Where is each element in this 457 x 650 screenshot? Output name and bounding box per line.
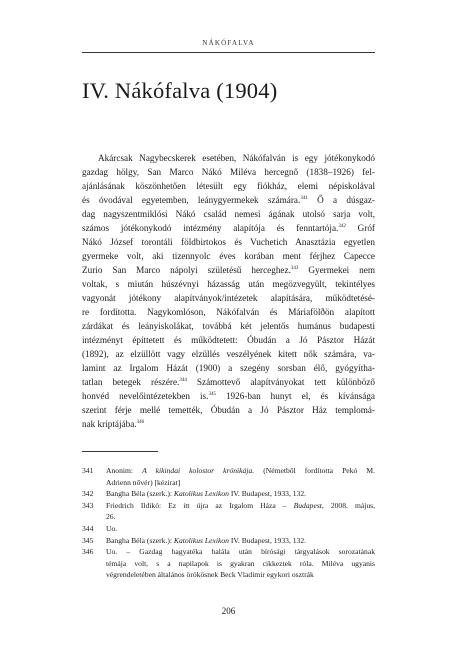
footnote-text: Bangha Béla (szerk.): (106, 489, 174, 499)
footnote-text: Anonim: (106, 466, 143, 475)
footnotes (82, 465, 375, 581)
chapter-title: IV. Nákófalva (1904) (82, 78, 278, 103)
body-line (82, 193, 375, 207)
body-line (82, 403, 375, 417)
body-line-text: gyermeke volt, aki tizennyolc éves korában ment férjhez Capecce (82, 251, 375, 261)
footnote-ref[interactable]: 345 (208, 391, 216, 397)
footnote-title: Katolikus Lexikon (173, 489, 229, 499)
footnote-ref[interactable]: 346 (136, 419, 145, 425)
body-line-text: re fordította. Nagykomlóson, Nákófalván és Máriafölðön alapított (82, 307, 375, 317)
body-line-text: honvéd nevelőintézetekben is. (82, 391, 209, 401)
footnote-text: IV. Budapest, 1933, 132. (228, 489, 307, 499)
body-line-text: Gróf (345, 223, 375, 233)
footnote-line (106, 558, 375, 570)
footnote-text: Friedrich Ildikó: Ez itt újra az Irgalom Háza – (106, 500, 294, 510)
footnote-line (106, 511, 375, 523)
footnote-number: 344 (82, 523, 94, 533)
body-line-text: gazdag hölgy, San Marco Nákó Miléva hercegnő (1838–1926) fel- (82, 167, 375, 177)
footnote-number: 341 (82, 466, 94, 475)
body-line-text: intézményt építtetett és működtetett: Óbudán a Jó Pásztor Házát (82, 335, 375, 345)
footnote-line (106, 535, 375, 547)
body-line (82, 347, 375, 361)
footnote-text: (Németből fordította Pekó M. (254, 466, 375, 475)
footnote-text: Uo. – Gazdag hagyatéka halála után bírósági tárgyalások sorozatának (106, 547, 375, 557)
body-line (82, 417, 375, 431)
body-line (82, 207, 375, 221)
body-line-text: számos jótékonykodó intézmény alapítója és fenntartója. (82, 223, 339, 233)
body-line-text: 1926-ban hunyt el, és kívánsága (215, 391, 375, 401)
running-head: NÁKÓFALVA (202, 39, 255, 47)
footnote-title: A kikindai kolostor krónikája. (142, 466, 255, 475)
body-text (82, 151, 375, 431)
footnote (82, 465, 375, 488)
footnote-text: 26. (106, 512, 116, 522)
body-line-text: tatlan betegek részére. (82, 377, 180, 387)
body-line-text: ajánlásának köszönhetően létesült egy fiókház, elemi népiskolával (82, 181, 375, 191)
body-line-text: dag nagyszentmiklósi Nákó család nemesi ágának utolsó sarja volt, (82, 209, 375, 219)
footnote-number: 343 (82, 500, 94, 510)
footnote-ref[interactable]: 344 (179, 377, 187, 383)
body-line (82, 235, 375, 249)
footnote-title: Katolikus Lexikon (173, 535, 229, 545)
body-line-text: szerint férje mellé temették, Óbudán a Jó Pásztor Ház templomá- (82, 405, 375, 415)
footnote-rule (82, 451, 158, 452)
footnote-text: végrendeletében általános örökösnek Beck Vladimir egykori osztrák (106, 570, 314, 580)
footnote-text: témája volt, s a napilapok is gyakran cikkeztek róla. Miléva ugyanis (106, 558, 375, 568)
footnote-number: 346 (82, 547, 94, 557)
body-line-text: vagyonát jótékony alapítványok/intézetek alapítására, működtetésé- (82, 293, 375, 303)
body-line (82, 165, 375, 179)
footnote-line (106, 477, 375, 489)
body-line-text: Nákó József torontáli földbirtokos és Vuchetich Anasztázia egyetlen (82, 237, 375, 247)
body-line (82, 389, 375, 403)
footnote-text: Bangha Béla (szerk.): (106, 535, 174, 545)
footnote-title: Budapest (293, 500, 322, 510)
footnote-ref[interactable]: 341 (300, 195, 308, 201)
body-line-text: voltak, s miután húszévnyi házasság után megözvegyült, tekintélyes (82, 279, 375, 289)
body-line (82, 375, 375, 389)
body-line (82, 291, 375, 305)
footnote-ref[interactable]: 343 (290, 265, 299, 271)
body-line (82, 277, 375, 291)
body-line-text: Gyermekei nem (298, 265, 376, 275)
body-line-text: Akárcsak Nagybecskerek esetében, Nákófalván is egy jótékonykodó (98, 153, 375, 163)
footnote-number: 342 (82, 489, 94, 499)
body-line (82, 249, 375, 263)
footnote-text: Uo. (106, 523, 118, 533)
footnote-text: , 2008. május, (321, 500, 375, 510)
body-line (82, 319, 375, 333)
body-line-text: zárdákat és leányiskolákat, továbbá két jelentős humánus budapesti (82, 321, 375, 331)
body-line (82, 179, 375, 193)
footnote-line (106, 500, 375, 512)
body-line-text: Ő a dúsgaz- (307, 195, 375, 205)
body-line (82, 361, 375, 375)
footnote-line (106, 546, 375, 558)
footnote-ref[interactable]: 342 (338, 223, 346, 229)
footnote-number: 345 (82, 535, 94, 545)
footnote-line (106, 523, 375, 535)
footnote-line (106, 465, 375, 477)
footnote (82, 535, 375, 547)
header-rule (82, 52, 375, 53)
body-line-text: nak kriptájába. (82, 419, 137, 429)
footnote (82, 488, 375, 500)
footnote (82, 500, 375, 523)
footnote (82, 546, 375, 581)
page-number: 206 (221, 606, 236, 616)
body-line-text: Számottevő alapítványokat tett különböző (186, 377, 375, 387)
body-line-text: lamint az Irgalom Házát (1900) a szegény sorsban élő, gyógyítha- (82, 363, 375, 373)
footnote-line (106, 488, 375, 500)
footnote (82, 523, 375, 535)
body-line (82, 151, 375, 165)
footnote-text: IV. Budapest, 1933, 132. (228, 535, 307, 545)
body-line (82, 221, 375, 235)
body-line-text: Zurio San Marco nápolyi születésű herceghez. (82, 265, 291, 275)
body-line (82, 333, 375, 347)
body-line (82, 263, 375, 277)
footnote-line (106, 569, 375, 581)
body-line (82, 305, 375, 319)
footnote-text: Adrienn nővér) [kézirat] (106, 477, 181, 487)
body-line-text: (1892), az elzüllött vagy elzüllés veszélyének kitett nők számára, va- (82, 349, 375, 359)
body-line-text: és óvodával egyetemben, leánygyermekek számára. (82, 195, 301, 205)
